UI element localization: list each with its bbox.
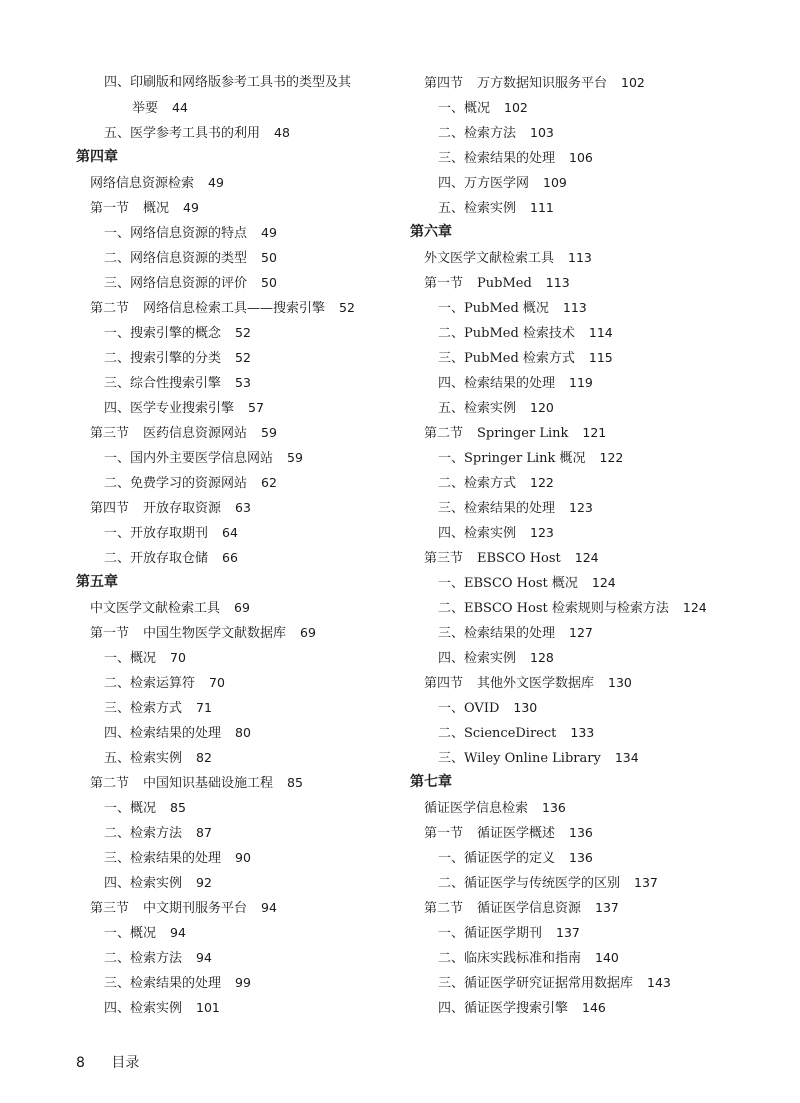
toc-page-number: 53 — [235, 375, 251, 390]
toc-item — [76, 920, 396, 945]
toc-entry-label: 一、搜索引擎的概念 — [104, 326, 222, 341]
toc-page-number: 49 — [183, 200, 199, 215]
toc-page-number: 66 — [222, 550, 238, 565]
toc-item — [76, 70, 396, 95]
toc-entry-label: 第四节 — [424, 676, 464, 691]
toc-item — [410, 320, 740, 345]
toc-item — [410, 295, 740, 320]
toc-item — [76, 220, 396, 245]
toc-entry-label: 二、检索方法 — [104, 951, 183, 966]
toc-page-number: 136 — [569, 850, 593, 865]
footer-label: 目录 — [111, 1055, 140, 1071]
toc-entry-label: 三、Wiley Online Library — [438, 751, 601, 766]
toc-page-number: 64 — [222, 525, 238, 540]
toc-entry-label: 循证医学信息检索 — [424, 801, 529, 816]
toc-page-number: 113 — [568, 250, 592, 265]
toc-page-number: 90 — [235, 850, 251, 865]
toc-item — [410, 970, 740, 995]
toc-item — [76, 745, 396, 770]
toc-page-number: 137 — [634, 875, 658, 890]
toc-item — [76, 270, 396, 295]
toc-entry-title: 中国知识基础设施工程 — [143, 776, 274, 791]
toc-page-number: 102 — [504, 100, 528, 115]
page-footer — [76, 1052, 139, 1072]
toc-entry-label: 二、EBSCO Host 检索规则与检索方法 — [438, 601, 669, 616]
toc-page-number: 71 — [196, 700, 212, 715]
toc-page-number: 94 — [196, 950, 212, 965]
toc-page-number: 123 — [569, 500, 593, 515]
toc-page-number: 134 — [614, 750, 639, 765]
toc-entry-label: 第二节 — [90, 776, 130, 791]
toc-entry-label: 一、开放存取期刊 — [104, 526, 209, 541]
toc-entry-label: 第二节 — [424, 426, 464, 441]
toc-item — [410, 145, 740, 170]
toc-item — [76, 370, 396, 395]
toc-page-number: 69 — [234, 600, 250, 615]
toc-entry-title: 网络信息检索工具——搜索引擎 — [143, 301, 326, 316]
toc-entry-title: Springer Link — [477, 426, 569, 441]
toc-page-number: 133 — [570, 725, 595, 740]
toc-right-column — [410, 70, 740, 1020]
toc-entry-label: 第二节 — [90, 301, 130, 316]
toc-item — [76, 795, 396, 820]
toc-entry-label: 一、概况 — [104, 651, 157, 666]
toc-entry-label: 二、免费学习的资源网站 — [104, 476, 248, 491]
toc-entry-label: 举要 — [132, 101, 159, 116]
toc-item — [410, 170, 740, 195]
toc-entry-label: 第一节 — [90, 201, 130, 216]
toc-item — [76, 970, 396, 995]
toc-item — [410, 620, 740, 645]
toc-page-number: 52 — [339, 300, 355, 315]
toc-entry-label: 二、循证医学与传统医学的区别 — [438, 876, 621, 891]
toc-entry-label: 三、循证医学研究证据常用数据库 — [438, 976, 634, 991]
toc-entry-label: 第一节 — [90, 626, 130, 641]
toc-entry-title: PubMed — [477, 276, 532, 291]
toc-entry-label: 一、概况 — [438, 101, 491, 116]
toc-entry-label: 四、检索实例 — [438, 651, 517, 666]
toc-cont — [76, 95, 396, 120]
toc-item — [410, 720, 740, 745]
footer-page-number: 8 — [76, 1055, 85, 1071]
toc-page-number: 124 — [591, 575, 616, 590]
toc-entry-label: 二、网络信息资源的类型 — [104, 251, 248, 266]
toc-page-number: 70 — [209, 675, 225, 690]
toc-page-number: 124 — [574, 550, 599, 565]
toc-entry-label: 第一节 — [424, 826, 464, 841]
toc-entry-title: 其他外文医学数据库 — [477, 676, 595, 691]
toc-item — [76, 670, 396, 695]
toc-entry-label: 三、综合性搜索引擎 — [104, 376, 222, 391]
toc-entry-label: 二、ScienceDirect — [438, 726, 557, 741]
toc-entry-label: 第三节 — [90, 901, 130, 916]
toc-section — [410, 895, 740, 920]
toc-page-number: 122 — [530, 475, 554, 490]
toc-chapter — [410, 770, 740, 795]
toc-item — [410, 595, 740, 620]
toc-page-number: 52 — [235, 325, 251, 340]
toc-section — [410, 70, 740, 95]
toc-entry-title: 循证医学信息资源 — [477, 901, 582, 916]
toc-section — [76, 895, 396, 920]
toc-page-number: 50 — [261, 250, 277, 265]
toc-page-number: 85 — [287, 775, 303, 790]
toc-entry-label: 第四章 — [76, 149, 118, 165]
toc-entry-label: 四、检索实例 — [104, 876, 183, 891]
toc-page-number: 113 — [545, 275, 570, 290]
toc-entry-label: 二、检索方法 — [104, 826, 183, 841]
toc-item — [410, 645, 740, 670]
toc-item — [76, 870, 396, 895]
toc-entry-label: 第三节 — [90, 426, 130, 441]
toc-chaptertitle — [410, 795, 740, 820]
toc-item — [410, 395, 740, 420]
toc-page-number: 80 — [235, 725, 251, 740]
toc-entry-label: 第七章 — [410, 774, 452, 790]
toc-item — [76, 445, 396, 470]
toc-item — [410, 120, 740, 145]
toc-section — [76, 770, 396, 795]
toc-chaptertitle — [76, 595, 396, 620]
toc-entry-label: 四、检索结果的处理 — [104, 726, 222, 741]
toc-section — [76, 420, 396, 445]
toc-chaptertitle — [410, 245, 740, 270]
toc-entry-label: 二、检索方法 — [438, 126, 517, 141]
toc-item — [76, 995, 396, 1020]
toc-item — [76, 645, 396, 670]
toc-page-number: 119 — [569, 375, 593, 390]
toc-item — [410, 695, 740, 720]
toc-page-number: 103 — [530, 125, 554, 140]
toc-section — [410, 420, 740, 445]
toc-page-number: 146 — [582, 1000, 606, 1015]
toc-page-number: 62 — [261, 475, 277, 490]
toc-entry-label: 第三节 — [424, 551, 464, 566]
toc-entry-label: 二、搜索引擎的分类 — [104, 351, 222, 366]
toc-entry-label: 外文医学文献检索工具 — [424, 251, 555, 266]
toc-item — [410, 920, 740, 945]
toc-page-number: 130 — [608, 675, 632, 690]
toc-page-number: 115 — [588, 350, 613, 365]
toc-page-number: 109 — [543, 175, 567, 190]
toc-item — [410, 870, 740, 895]
toc-entry-label: 四、医学专业搜索引擎 — [104, 401, 235, 416]
toc-page-number: 59 — [261, 425, 277, 440]
toc-entry-label: 四、循证医学搜索引擎 — [438, 1001, 569, 1016]
toc-item — [410, 570, 740, 595]
toc-page-number: 120 — [530, 400, 554, 415]
toc-page-number: 127 — [569, 625, 593, 640]
toc-entry-label: 第四节 — [90, 501, 130, 516]
toc-page-number: 44 — [172, 100, 188, 115]
toc-entry-title: 万方数据知识服务平台 — [477, 76, 608, 91]
toc-page-number: 106 — [569, 150, 593, 165]
toc-item — [410, 845, 740, 870]
toc-entry-label: 第六章 — [410, 224, 452, 240]
toc-entry-label: 一、循证医学期刊 — [438, 926, 543, 941]
toc-entry-label: 五、检索实例 — [104, 751, 183, 766]
toc-page-number: 94 — [170, 925, 186, 940]
toc-entry-label: 一、概况 — [104, 801, 157, 816]
toc-page-number: 82 — [196, 750, 212, 765]
toc-entry-label: 四、印刷版和网络版参考工具书的类型及其 — [104, 75, 352, 90]
toc-entry-label: 三、检索结果的处理 — [438, 501, 556, 516]
toc-page-number: 136 — [542, 800, 566, 815]
toc-page-number: 102 — [621, 75, 645, 90]
toc-section — [410, 270, 740, 295]
toc-item — [76, 395, 396, 420]
toc-item — [76, 120, 396, 145]
toc-section — [76, 295, 396, 320]
toc-entry-label: 五、医学参考工具书的利用 — [104, 126, 261, 141]
toc-page-number: 114 — [588, 325, 613, 340]
toc-item — [410, 95, 740, 120]
toc-entry-label: 一、国内外主要医学信息网站 — [104, 451, 274, 466]
toc-item — [410, 495, 740, 520]
toc-page-number: 137 — [556, 925, 580, 940]
toc-item — [410, 520, 740, 545]
toc-entry-label: 四、万方医学网 — [438, 176, 530, 191]
toc-item — [76, 695, 396, 720]
toc-page-number: 124 — [682, 600, 707, 615]
toc-entry-title: 医药信息资源网站 — [143, 426, 248, 441]
toc-entry-label: 网络信息资源检索 — [90, 176, 195, 191]
toc-section — [76, 195, 396, 220]
toc-page-number: 101 — [196, 1000, 220, 1015]
toc-chapter — [410, 220, 740, 245]
toc-item — [410, 370, 740, 395]
toc-entry-title: 循证医学概述 — [477, 826, 556, 841]
toc-page-number: 136 — [569, 825, 593, 840]
toc-entry-label: 第四节 — [424, 76, 464, 91]
toc-entry-label: 三、网络信息资源的评价 — [104, 276, 248, 291]
toc-page-number: 137 — [595, 900, 619, 915]
toc-section — [76, 495, 396, 520]
toc-page-number: 99 — [235, 975, 251, 990]
toc-item — [410, 945, 740, 970]
toc-item — [76, 845, 396, 870]
toc-entry-label: 五、检索实例 — [438, 201, 517, 216]
toc-entry-label: 二、检索方式 — [438, 476, 517, 491]
toc-page-number: 63 — [235, 500, 251, 515]
toc-entry-label: 一、OVID — [438, 701, 500, 716]
toc-page-number: 52 — [235, 350, 251, 365]
toc-item — [76, 520, 396, 545]
toc-entry-label: 四、检索实例 — [104, 1001, 183, 1016]
toc-page-number: 59 — [287, 450, 303, 465]
toc-entry-label: 中文医学文献检索工具 — [90, 601, 221, 616]
toc-entry-label: 一、概况 — [104, 926, 157, 941]
toc-entry-label: 五、检索实例 — [438, 401, 517, 416]
toc-item — [410, 745, 740, 770]
toc-chapter — [76, 145, 396, 170]
toc-page-number: 130 — [513, 700, 538, 715]
toc-page-number: 57 — [248, 400, 264, 415]
toc-item — [76, 820, 396, 845]
toc-entry-label: 第二节 — [424, 901, 464, 916]
toc-entry-label: 二、检索运算符 — [104, 676, 196, 691]
toc-page-number: 113 — [562, 300, 587, 315]
toc-page-number: 122 — [599, 450, 624, 465]
toc-entry-label: 二、PubMed 检索技术 — [438, 326, 575, 341]
toc-entry-label: 第五章 — [76, 574, 118, 590]
toc-chapter — [76, 570, 396, 595]
toc-page-number: 143 — [647, 975, 671, 990]
toc-page-number: 121 — [582, 425, 607, 440]
toc-page-number: 128 — [530, 650, 554, 665]
toc-entry-label: 三、PubMed 检索方式 — [438, 351, 575, 366]
toc-page-number: 50 — [261, 275, 277, 290]
toc-page-number: 87 — [196, 825, 212, 840]
toc-section — [76, 620, 396, 645]
toc-entry-label: 一、Springer Link 概况 — [438, 451, 586, 466]
toc-chaptertitle — [76, 170, 396, 195]
toc-page-number: 49 — [261, 225, 277, 240]
toc-entry-label: 四、检索结果的处理 — [438, 376, 556, 391]
toc-page-number: 94 — [261, 900, 277, 915]
toc-item — [410, 195, 740, 220]
toc-item — [76, 945, 396, 970]
toc-page-number: 70 — [170, 650, 186, 665]
toc-entry-title: 概况 — [143, 201, 170, 216]
toc-entry-label: 三、检索结果的处理 — [438, 151, 556, 166]
toc-entry-label: 三、检索方式 — [104, 701, 183, 716]
toc-item — [76, 245, 396, 270]
toc-item — [410, 345, 740, 370]
toc-entry-title: 开放存取资源 — [143, 501, 222, 516]
toc-entry-title: EBSCO Host — [477, 551, 561, 566]
toc-page-number: 49 — [208, 175, 224, 190]
toc-entry-title: 中国生物医学文献数据库 — [143, 626, 287, 641]
toc-item — [410, 470, 740, 495]
toc-page-number: 111 — [530, 200, 554, 215]
toc-item — [76, 320, 396, 345]
toc-item — [410, 995, 740, 1020]
toc-entry-label: 四、检索实例 — [438, 526, 517, 541]
toc-section — [410, 670, 740, 695]
toc-section — [410, 820, 740, 845]
toc-entry-label: 二、开放存取仓储 — [104, 551, 209, 566]
toc-page-number: 69 — [300, 625, 316, 640]
toc-entry-label: 第一节 — [424, 276, 464, 291]
toc-entry-title: 中文期刊服务平台 — [143, 901, 248, 916]
toc-entry-label: 一、网络信息资源的特点 — [104, 226, 248, 241]
toc-entry-label: 一、循证医学的定义 — [438, 851, 556, 866]
toc-page-number: 85 — [170, 800, 186, 815]
toc-entry-label: 一、EBSCO Host 概况 — [438, 576, 578, 591]
toc-entry-label: 三、检索结果的处理 — [104, 976, 222, 991]
toc-entry-label: 一、PubMed 概况 — [438, 301, 549, 316]
toc-item — [76, 545, 396, 570]
toc-item — [410, 445, 740, 470]
toc-entry-label: 二、临床实践标准和指南 — [438, 951, 582, 966]
toc-item — [76, 470, 396, 495]
toc-page-number: 140 — [595, 950, 619, 965]
toc-entry-label: 三、检索结果的处理 — [104, 851, 222, 866]
toc-item — [76, 720, 396, 745]
toc-left-column — [76, 70, 396, 1020]
toc-item — [76, 345, 396, 370]
toc-section — [410, 545, 740, 570]
toc-page-number: 48 — [274, 125, 290, 140]
toc-entry-label: 三、检索结果的处理 — [438, 626, 556, 641]
toc-page-number: 92 — [196, 875, 212, 890]
toc-page-number: 123 — [530, 525, 554, 540]
